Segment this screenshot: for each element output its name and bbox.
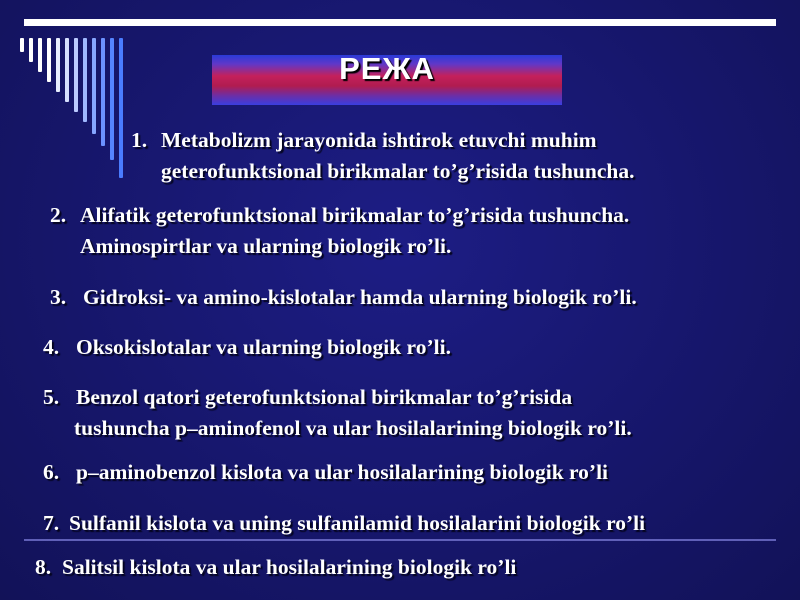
stripe [74, 38, 78, 112]
stripe [38, 38, 42, 72]
list-item-1-text-1: Metabolizm jarayonida ishtirok etuvchi muhim [161, 128, 597, 152]
stripe [29, 38, 33, 62]
list-item-1-number: 1. [131, 128, 148, 152]
list-item-5-line-2 [43, 413, 632, 444]
list-item-2-line-1 [50, 200, 629, 231]
list-item-2-text-2: Aminospirtlar va ularning biologik ro’li. [80, 234, 452, 258]
list-item-1-line-2 [131, 156, 756, 187]
list-item-4-number: 4. [43, 335, 60, 359]
list-item-2-number: 2. [50, 203, 67, 227]
stripe [83, 38, 87, 122]
list-item-8-text: Salitsil kislota va ular hosilalarining biologik ro’li [62, 555, 517, 579]
list-item-7 [43, 508, 645, 539]
list-item-4 [43, 332, 451, 363]
list-item-6 [43, 457, 608, 488]
stripe [119, 38, 123, 178]
list-item-5 [43, 382, 632, 444]
list-item-4-text: Oksokislotalar va ularning biologik ro’li. [76, 335, 451, 359]
stripe [47, 38, 51, 82]
list-item-5-line-1 [43, 382, 632, 413]
stripe [110, 38, 114, 160]
list-item-8 [35, 552, 516, 583]
title-bar [212, 51, 562, 105]
list-item-2-text-1: Alifatik geterofunktsional birikmalar to’g’risida tushuncha. [80, 203, 630, 227]
bottom-rule [24, 539, 776, 541]
list-item-5-text-1: Benzol qatori geterofunktsional birikmalar to’g’risida [76, 385, 573, 409]
list-item-5-number: 5. [43, 385, 60, 409]
list-item-3-text: Gidroksi- va amino-kislotalar hamda ularning biologik ro’li. [83, 285, 637, 309]
stripe [65, 38, 69, 102]
list-item-2-line-2 [50, 231, 629, 262]
list-item-1 [131, 125, 756, 187]
list-item-7-text: Sulfanil kislota va uning sulfanilamid hosilalarini biologik ro’li [69, 511, 646, 535]
list-item-5-text-2: tushuncha p–aminofenol va ular hosilalarining biologik ro’li. [74, 416, 632, 440]
list-item-3-number: 3. [50, 285, 67, 309]
list-item-2 [50, 200, 629, 262]
list-item-6-text: p–aminobenzol kislota va ular hosilalarining biologik ro’li [76, 460, 609, 484]
list-item-3 [50, 282, 637, 313]
stripe [101, 38, 105, 146]
stripe [20, 38, 24, 52]
top-white-rule [24, 19, 776, 26]
list-item-8-number: 8. [35, 555, 52, 579]
list-item-1-line-1 [131, 125, 756, 156]
stripe [92, 38, 96, 134]
list-item-1-text-2: geterofunktsional birikmalar to’g’risida tushuncha. [161, 159, 635, 183]
list-item-7-number: 7. [43, 511, 60, 535]
decorative-stripes [20, 38, 130, 188]
stripe [56, 38, 60, 92]
slide-title: РЕЖА [339, 51, 435, 86]
list-item-6-number: 6. [43, 460, 60, 484]
